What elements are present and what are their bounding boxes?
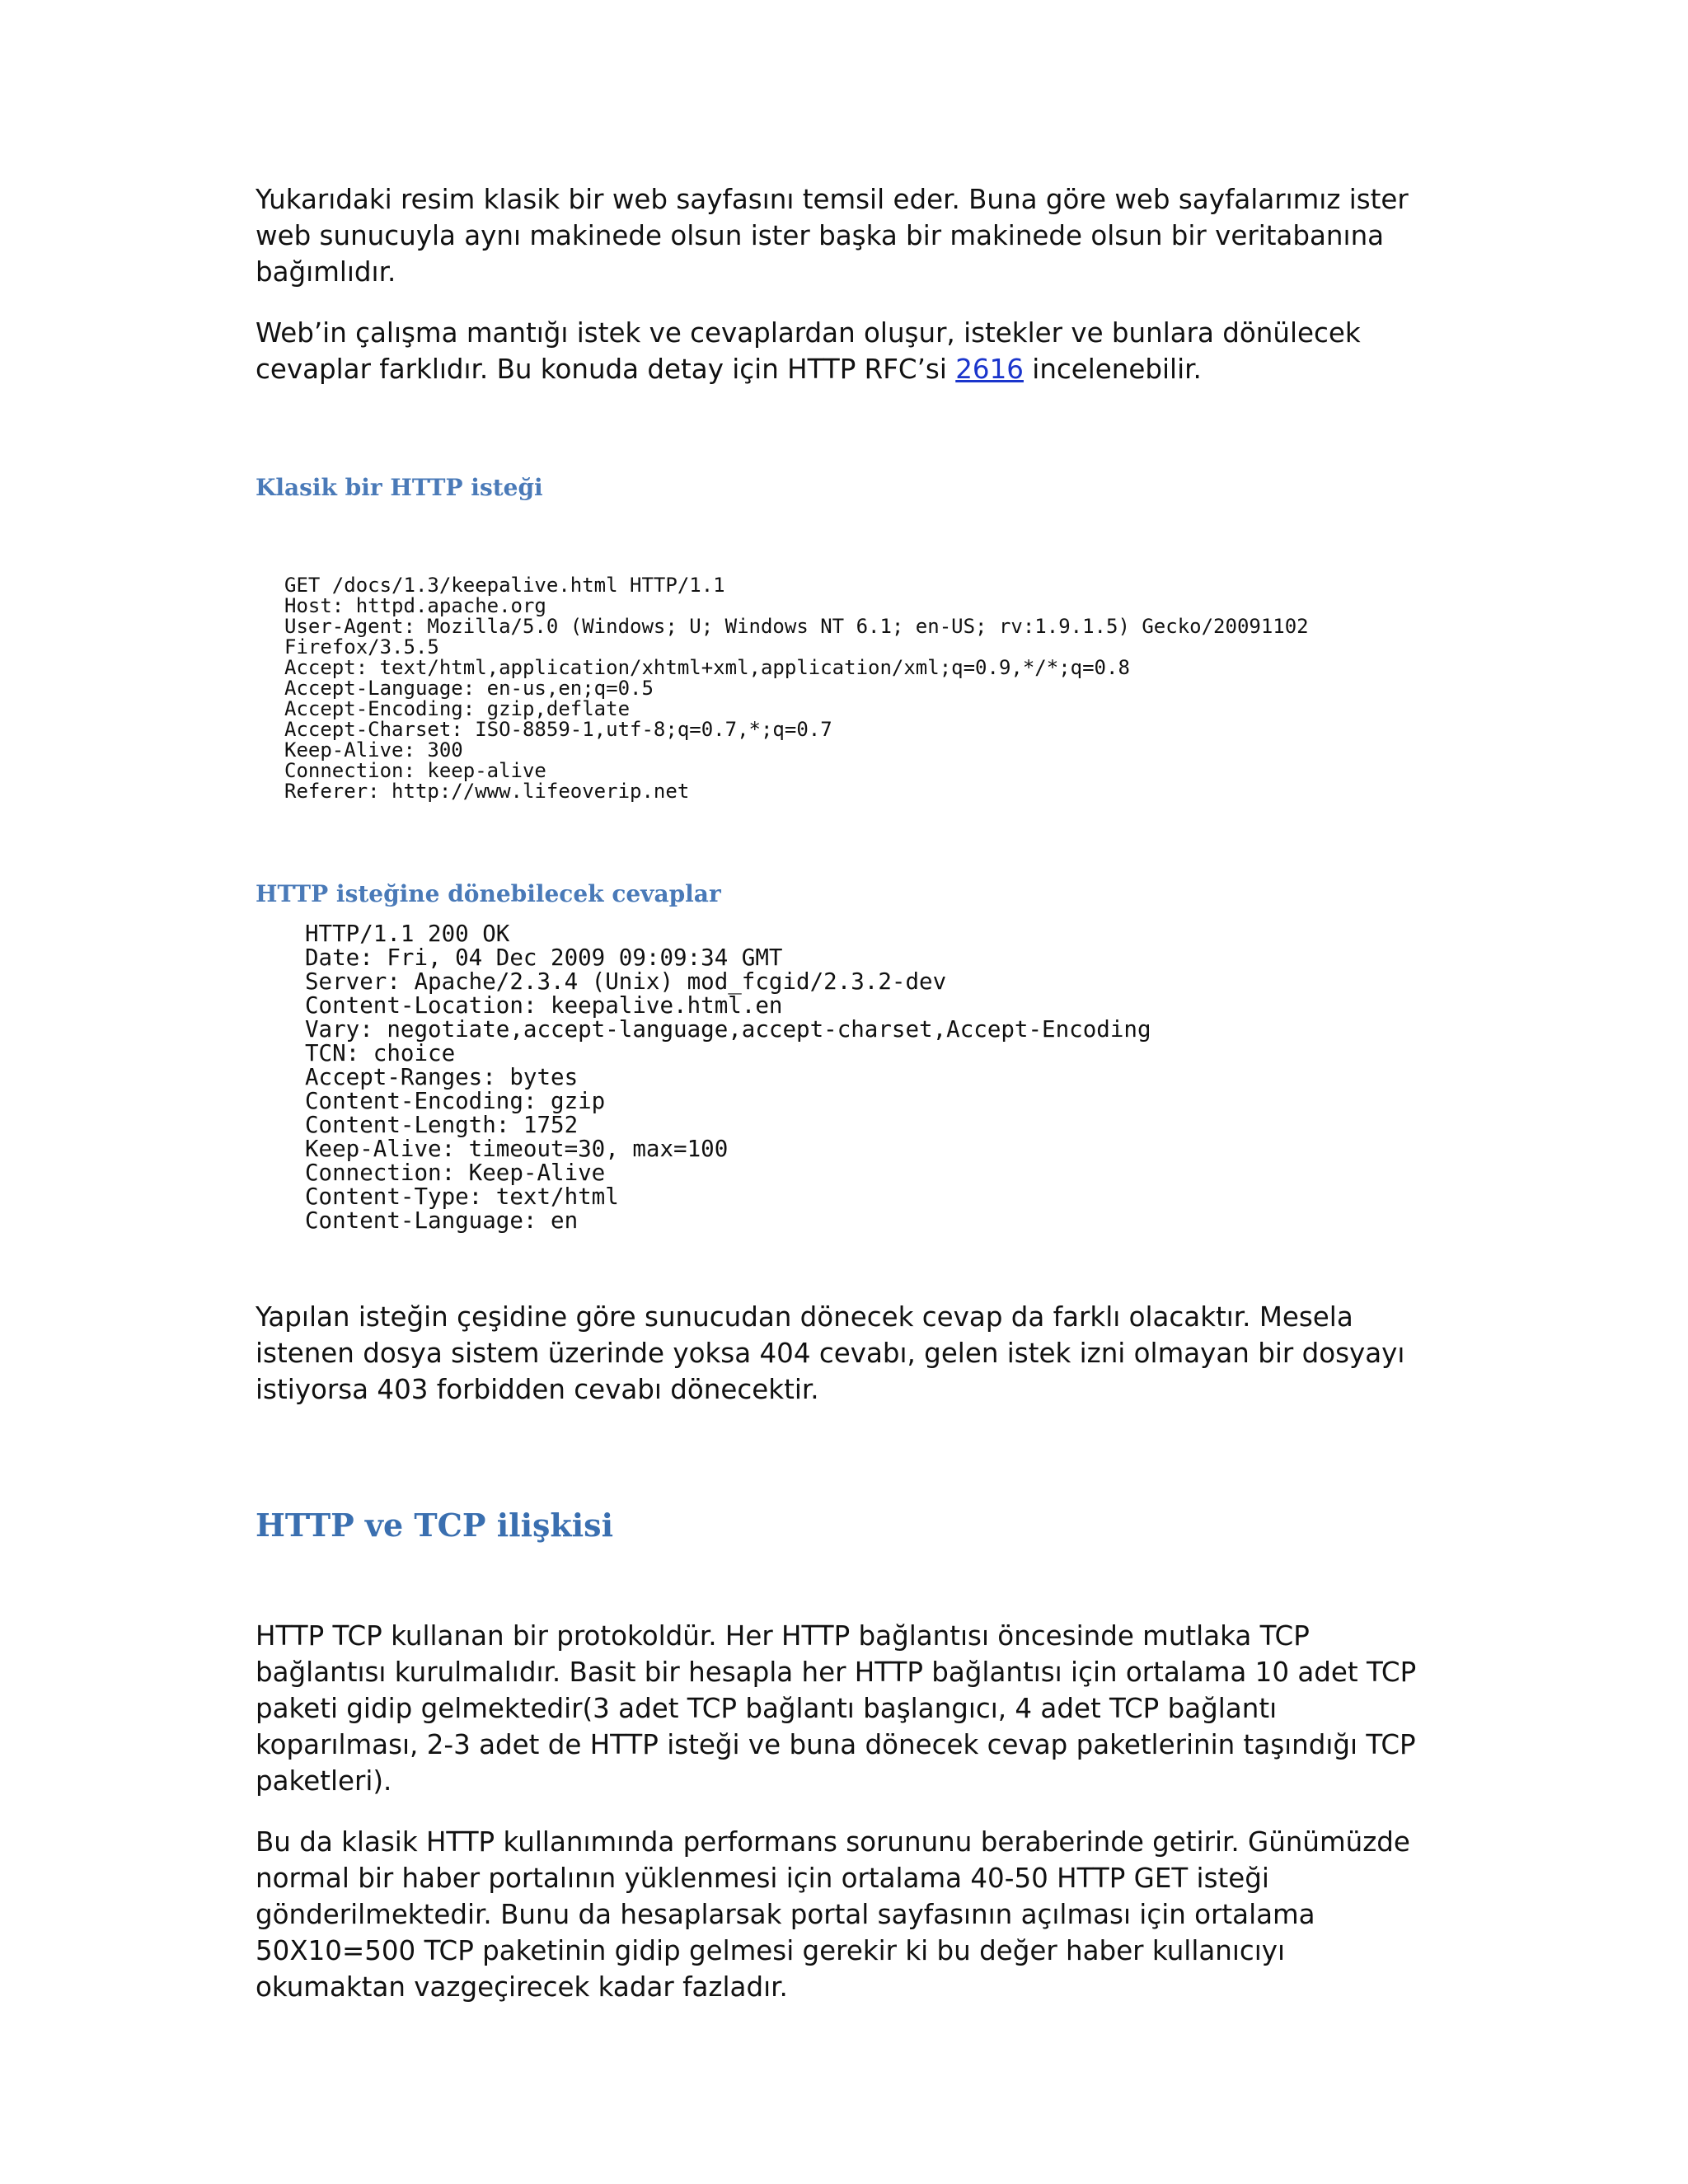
request-heading: Klasik bir HTTP isteği [256,474,543,501]
http-request-code: GET /docs/1.3/keepalive.html HTTP/1.1 Host: httpd.apache.org User-Agent: Mozilla/5.0 (Windows; U; Windows NT 6.1; en-US; rv:1.9.1.5) Gecko/20091102 Firefox/3.5.5 Accept: text/html,application/xhtml+xml,application/xml;q=0.9,*/*;q=0.8 Accept-Language: en-us,en;q=0.5 Accept-Encoding: gzip,deflate Accept-Charset: ISO-8859-1,utf-8;q=0.7,*;q=0.7 Keep-Alive: 300 Connection: keep-alive Referer: http://www.lifeoverip.net [284,574,1309,803]
document-page [256,181,1434,2005]
response-heading: HTTP isteğine dönebilecek cevaplar [256,880,721,907]
rfc-2616-link[interactable]: 2616 [955,354,1024,385]
tcp-paragraph-1: HTTP TCP kullanan bir protokoldür. Her HTTP bağlantısı öncesinde mutlaka TCP bağlantısı kurulmalıdır. Basit bir hesapla her HTTP bağlantısı için ortalama 10 adet TCP paketi gidip gelmektedir(3 adet TCP bağlantı başlangıcı, 4 adet TCP bağlantı koparılması, 2-3 adet de HTTP isteği ve buna dönecek cevap paketlerinin taşındığı TCP paketleri). [256,1620,1417,1797]
intro-paragraph-2-end: incelenebilir. [1023,354,1202,385]
tcp-paragraph-2: Bu da klasik HTTP kullanımında performans sorununu beraberinde getirir. Günümüzde normal bir haber portalının yüklenmesi için ortalama 40-50 HTTP GET isteği gönderilmektedir. Bunu da hesaplarsak portal sayfasının açılması için ortalama 50X10=500 TCP paketinin gidip gelmesi gerekir ki bu değer haber kullanıcıyı okumaktan vazgeçirecek kadar fazladır. [256,1826,1410,2003]
intro-paragraph-2-text: Web’in çalışma mantığı istek ve cevaplardan oluşur, istekler ve bunlara dönülecek cevaplar farklıdır. Bu konuda detay için HTTP RFC’si [256,317,1361,385]
response-explanation-paragraph: Yapılan isteğin çeşidine göre sunucudan dönecek cevap da farklı olacaktır. Mesela istenen dosya sistem üzerinde yoksa 404 cevabı, gelen istek izni olmayan bir dosyayı istiyorsa 403 forbidden cevabı dönecektir. [256,1301,1405,1405]
tcp-section-heading: HTTP ve TCP ilişkisi [256,1507,614,1544]
http-response-code: HTTP/1.1 200 OK Date: Fri, 04 Dec 2009 09:09:34 GMT Server: Apache/2.3.4 (Unix) mod_fcgid/2.3.2-dev Content-Location: keepalive.html.en Vary: negotiate,accept-language,accept-charset,Accept-Encoding TCN: choice Accept-Ranges: bytes Content-Encoding: gzip Content-Length: 1752 Keep-Alive: timeout=30, max=100 Connection: Keep-Alive Content-Type: text/html Content-Language: en [305,921,1151,1234]
intro-paragraph-1: Yukarıdaki resim klasik bir web sayfasını temsil eder. Buna göre web sayfalarımız ister web sunucuyla aynı makinede olsun ister başka bir makinede olsun bir veritabanına bağımlıdır. [256,184,1409,288]
intro-paragraph-2 [256,315,1434,387]
